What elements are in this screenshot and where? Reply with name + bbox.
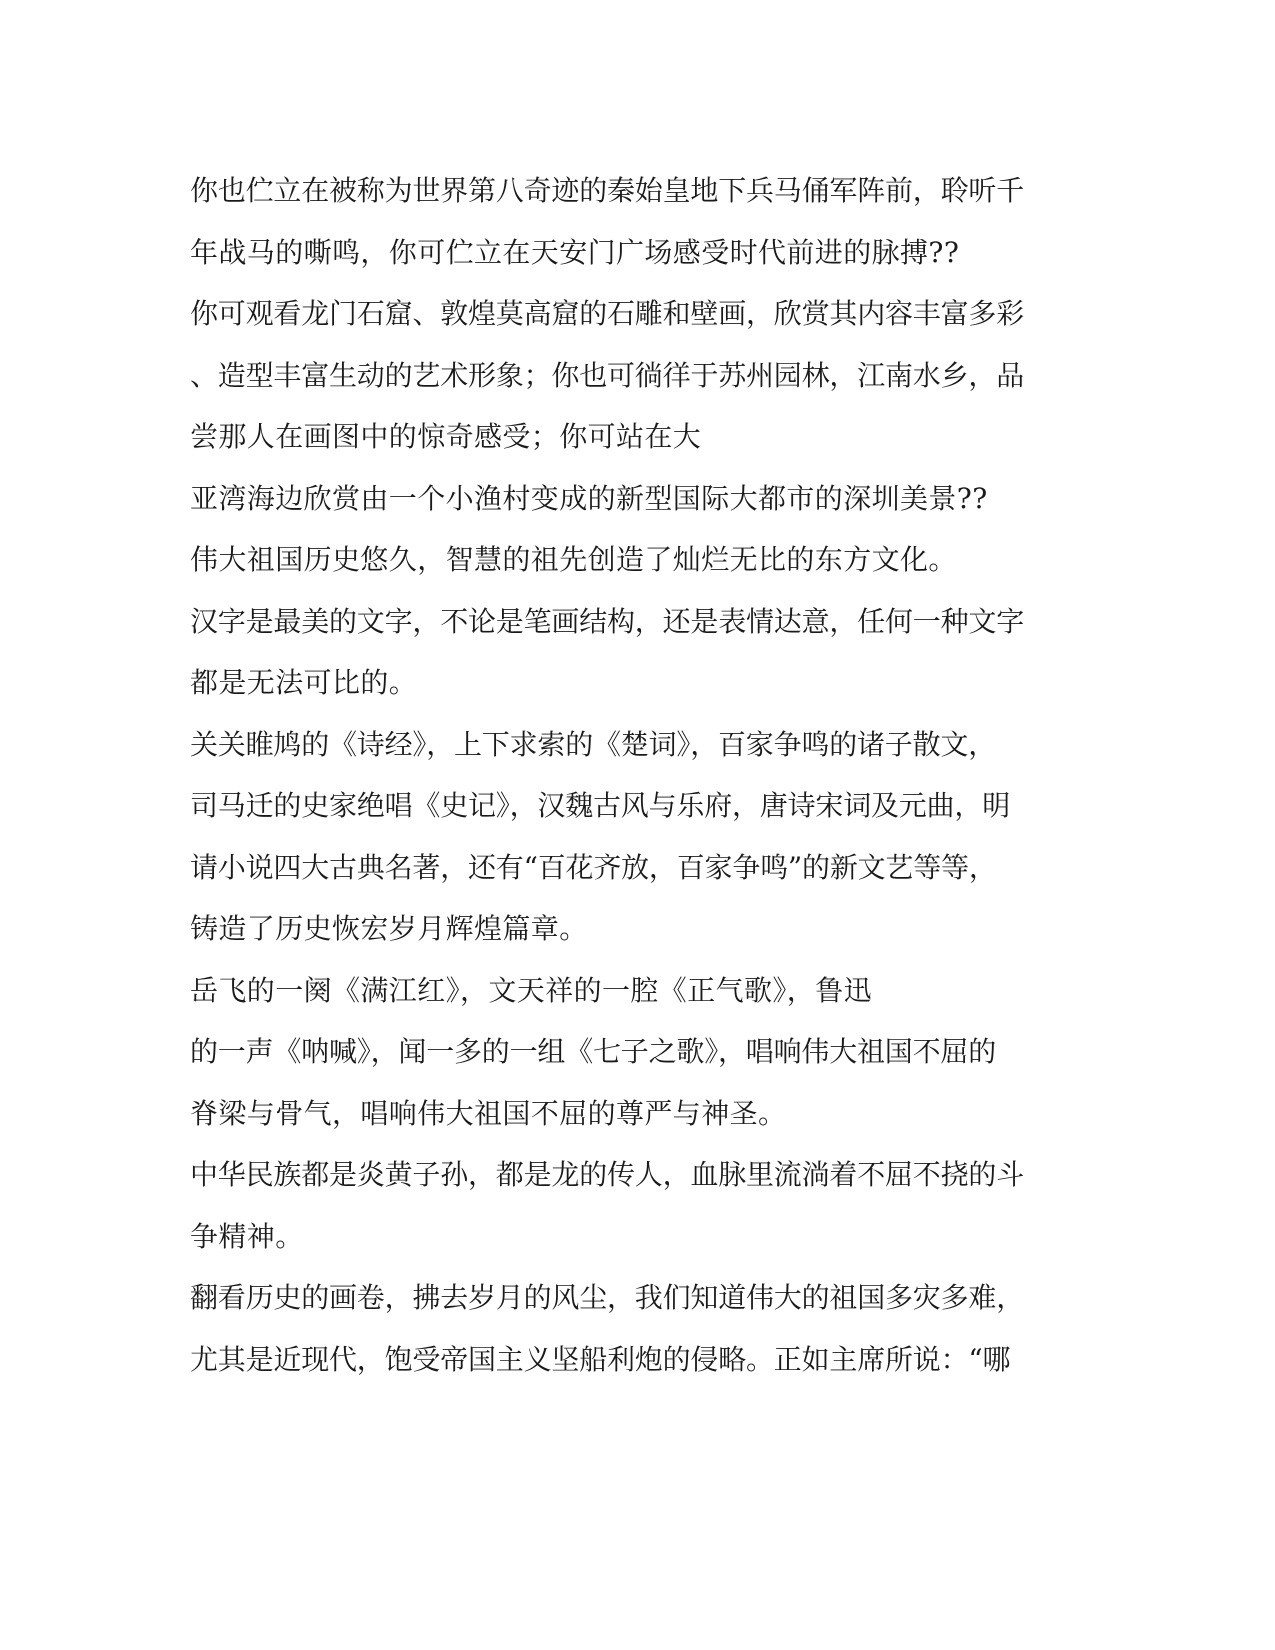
text-line-5: 尝那人在画图中的惊奇感受；你可站在大 bbox=[190, 420, 702, 453]
text-line-12: 请小说四大古典名著，还有“百花齐放，百家争鸣”的新文艺等等， bbox=[190, 850, 997, 884]
text-line-1: 你也伫立在被称为世界第八奇迹的秦始皇地下兵马俑军阵前，聆听千 bbox=[190, 174, 1025, 207]
text-line-9: 都是无法可比的。 bbox=[190, 666, 418, 699]
text-line-18: 争精神。 bbox=[190, 1219, 304, 1253]
text-line-11: 司马迁的史家绝唱《史记》，汉魏古风与乐府，唐诗宋词及元曲，明 bbox=[190, 789, 1011, 822]
text-line-13: 铸造了历史恢宏岁月辉煌篇章。 bbox=[190, 912, 588, 945]
text-line-2: 年战马的嘶鸣，你可伫立在天安门广场感受时代前进的脉搏?? bbox=[190, 235, 960, 269]
text-line-15: 的一声《呐喊》，闻一多的一组《七子之歌》，唱响伟大祖国不屈的 bbox=[190, 1035, 997, 1068]
text-line-20: 尤其是近现代，饱受帝国主义坚船利炮的侵略。正如主席所说：“哪 bbox=[190, 1342, 1011, 1376]
text-line-16: 脊梁与骨气，唱响伟大祖国不屈的尊严与神圣。 bbox=[190, 1096, 787, 1130]
text-line-4: 、造型丰富生动的艺术形象；你也可徜徉于苏州园林，江南水乡，品 bbox=[190, 358, 1025, 392]
text-line-6: 亚湾海边欣赏由一个小渔村变成的新型国际大都市的深圳美景?? bbox=[190, 481, 988, 515]
text-line-19: 翻看历史的画卷，拂去岁月的风尘，我们知道伟大的祖国多灾多难， bbox=[190, 1281, 1025, 1314]
text-line-3: 你可观看龙门石窟、敦煌莫高窟的石雕和壁画，欣赏其内容丰富多彩 bbox=[190, 297, 1025, 330]
text-line-10: 关关睢鸠的《诗经》，上下求索的《楚词》，百家争鸣的诸子散文， bbox=[190, 727, 997, 761]
body-text bbox=[190, 160, 1070, 1390]
text-line-7: 伟大祖国历史悠久，智慧的祖先创造了灿烂无比的东方文化。 bbox=[190, 543, 957, 576]
text-line-8: 汉字是最美的文字，不论是笔画结构，还是表情达意，任何一种文字 bbox=[190, 604, 1025, 638]
text-line-14: 岳飞的一阕《满江红》，文天祥的一腔《正气歌》，鲁迅 bbox=[190, 973, 873, 1007]
text-line-17: 中华民族都是炎黄子孙，都是龙的传人，血脉里流淌着不屈不挠的斗 bbox=[190, 1158, 1025, 1191]
